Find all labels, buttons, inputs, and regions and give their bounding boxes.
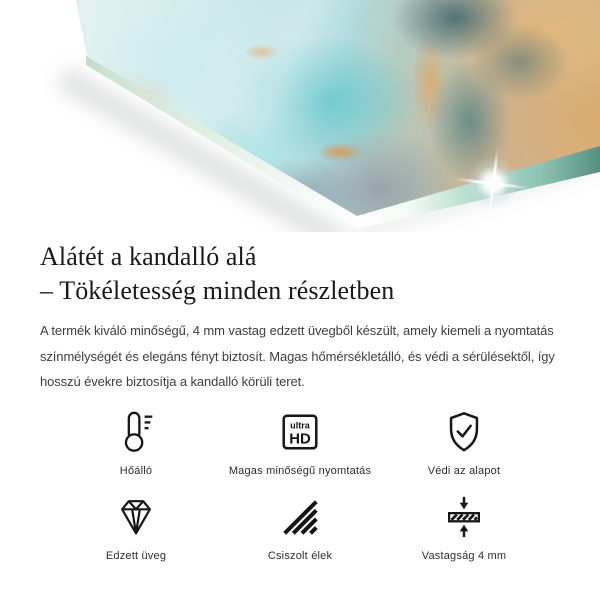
feature-label: Védi az alapot [427,464,501,477]
ultra-hd-icon [277,408,323,456]
feature-label: Csiszolt élek [267,549,333,562]
feature-label: Hőálló [119,464,153,477]
feature-label: Magas minőségű nyomtatás [228,464,372,477]
shield-check-icon [441,408,487,456]
diamond-icon [113,493,159,541]
feature-print-quality [218,408,382,477]
feature-protects-base [382,408,546,477]
page-title-line1: Alátét a kandalló alá [40,242,257,271]
product-description: A termék kiváló minőségű, 4 mm vastag edzett üvegből készült, amely kiemeli a nyomtatás színmélységét és elegáns fényt biztosít. Magas hőmérsékletálló, és védi a sérülésektől, így hosszú évekre biztosítja a kandalló körüli teret. [40,323,555,389]
feature-grid [54,408,546,562]
page-title [40,240,560,308]
ultra-hd-icon-text-bottom: HD [289,431,311,447]
thermometer-icon [113,408,159,456]
polished-edge-icon [277,493,323,541]
feature-polished-edges [218,493,382,562]
feature-tempered-glass [54,493,218,562]
ultra-hd-icon-text-top: ultra [290,420,310,431]
feature-thickness [382,493,546,562]
content-area [0,240,600,562]
product-image [0,0,600,232]
page-title-line2: – Tökéletesség minden részletben [40,276,395,305]
feature-label: Edzett üveg [105,549,167,562]
feature-heat-resistant [54,408,218,477]
feature-label: Vastagság 4 mm [421,549,507,562]
thickness-icon [441,493,487,541]
sparkle-icon [466,156,520,210]
